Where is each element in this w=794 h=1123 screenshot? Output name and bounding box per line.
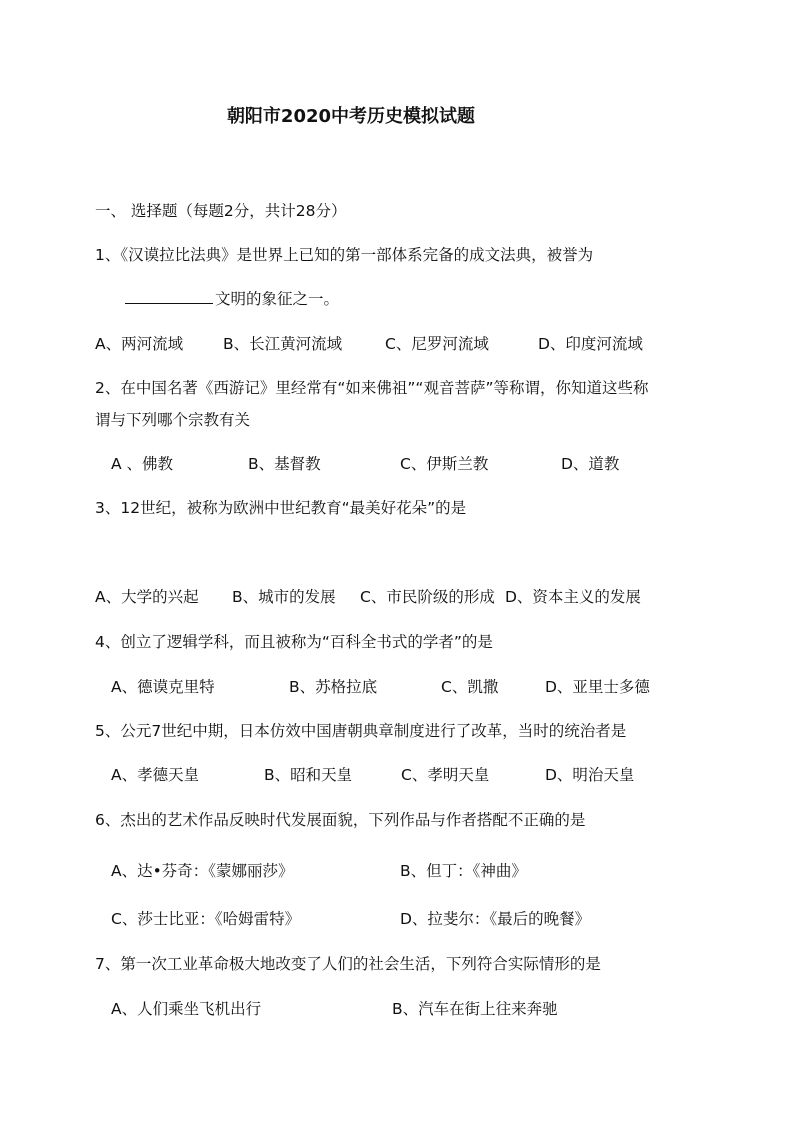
q7-option-b: B、汽车在街上往来奔驰 [392,1000,558,1018]
question-7-text: 7、第一次工业革命极大地改变了人们的社会生活，下列符合实际情形的是 [95,955,601,973]
question-4-text: 4、创立了逻辑学科，而且被称为“百科全书式的学者”的是 [95,633,493,651]
q4-option-c: C、凯撒 [441,678,499,696]
section-heading: 一、 选择题（每题2分，共计28分） [95,202,347,220]
q4-option-d: D、亚里士多德 [545,678,650,696]
q2-option-d: D、道教 [561,455,620,473]
q6-option-c: C、莎士比亚：《哈姆雷特》 [111,910,301,928]
answer-blank [125,289,213,304]
question-2-text-cont: 谓与下列哪个宗教有关 [95,411,251,429]
q6-option-a: A、达•芬奇：《蒙娜丽莎》 [111,862,294,880]
question-5-text: 5、公元7世纪中期，日本仿效中国唐朝典章制度进行了改革，当时的统治者是 [95,722,627,740]
q5-option-d: D、明治天皇 [545,766,635,784]
q6-option-d: D、拉斐尔：《最后的晚餐》 [400,910,591,928]
q1-option-b: B、长江黄河流域 [223,335,343,353]
q3-option-a: A、大学的兴起 [95,588,199,606]
question-1-line2: 文明的象征之一。 [215,290,340,308]
q3-option-c: C、市民阶级的形成 [360,588,495,606]
q2-option-c: C、伊斯兰教 [400,455,489,473]
q5-option-b: B、昭和天皇 [264,766,353,784]
q3-option-d: D、资本主义的发展 [505,588,641,606]
q7-option-a: A、人们乘坐飞机出行 [111,1000,262,1018]
question-6-text: 6、杰出的艺术作品反映时代发展面貌，下列作品与作者搭配不正确的是 [95,811,586,829]
q5-option-c: C、孝明天皇 [401,766,490,784]
q4-option-a: A、德谟克里特 [111,678,215,696]
q6-option-b: B、但丁：《神曲》 [400,862,527,880]
question-1-text: 1、《汉谟拉比法典》是世界上已知的第一部体系完备的成文法典，被誉为 [95,246,594,264]
q2-option-b: B、基督教 [248,455,321,473]
question-2-text: 2、在中国名著《西游记》里经常有“如来佛祖”“观音菩萨”等称谓，你知道这些称 [95,379,649,397]
q2-option-a: A 、佛教 [111,455,174,473]
q1-option-c: C、尼罗河流域 [385,335,489,353]
q3-option-b: B、城市的发展 [232,588,336,606]
q1-option-a: A、两河流域 [95,335,184,353]
question-1-text-cont [125,289,339,309]
q4-option-b: B、苏格拉底 [289,678,378,696]
q5-option-a: A、孝德天皇 [111,766,200,784]
q1-option-d: D、印度河流域 [538,335,643,353]
question-3-text: 3、12世纪，被称为欧洲中世纪教育“最美好花朵”的是 [95,499,467,517]
document-title: 朝阳市2020中考历史模拟试题 [226,106,476,127]
